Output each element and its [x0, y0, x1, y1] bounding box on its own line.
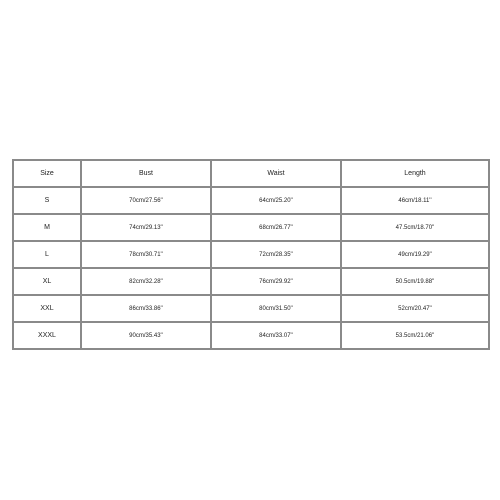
length-cell: 50.5cm/19.88''	[341, 268, 489, 295]
table-row	[13, 214, 489, 241]
length-cell: 53.5cm/21.06''	[341, 322, 489, 349]
size-cell: XXL	[13, 295, 81, 322]
header-waist: Waist	[211, 160, 341, 187]
size-cell: XL	[13, 268, 81, 295]
bust-cell: 78cm/30.71''	[81, 241, 211, 268]
bust-cell: 74cm/29.13''	[81, 214, 211, 241]
length-cell: 49cm/19.29''	[341, 241, 489, 268]
table-row	[13, 322, 489, 349]
waist-cell: 76cm/29.92''	[211, 268, 341, 295]
waist-cell: 72cm/28.35''	[211, 241, 341, 268]
table-row	[13, 295, 489, 322]
bust-cell: 86cm/33.86''	[81, 295, 211, 322]
bust-cell: 90cm/35.43''	[81, 322, 211, 349]
waist-cell: 64cm/25.20''	[211, 187, 341, 214]
bust-cell: 82cm/32.28''	[81, 268, 211, 295]
bust-cell: 70cm/27.56''	[81, 187, 211, 214]
table-row	[13, 241, 489, 268]
table-row	[13, 187, 489, 214]
header-size: Size	[13, 160, 81, 187]
length-cell: 46cm/18.11''	[341, 187, 489, 214]
length-cell: 52cm/20.47''	[341, 295, 489, 322]
table-header-row	[13, 160, 489, 187]
size-chart-table	[12, 159, 490, 350]
length-cell: 47.5cm/18.70''	[341, 214, 489, 241]
size-cell: XXXL	[13, 322, 81, 349]
header-bust: Bust	[81, 160, 211, 187]
size-cell: L	[13, 241, 81, 268]
waist-cell: 68cm/26.77''	[211, 214, 341, 241]
header-length: Length	[341, 160, 489, 187]
waist-cell: 80cm/31.50''	[211, 295, 341, 322]
table-row	[13, 268, 489, 295]
waist-cell: 84cm/33.07''	[211, 322, 341, 349]
size-cell: S	[13, 187, 81, 214]
size-cell: M	[13, 214, 81, 241]
